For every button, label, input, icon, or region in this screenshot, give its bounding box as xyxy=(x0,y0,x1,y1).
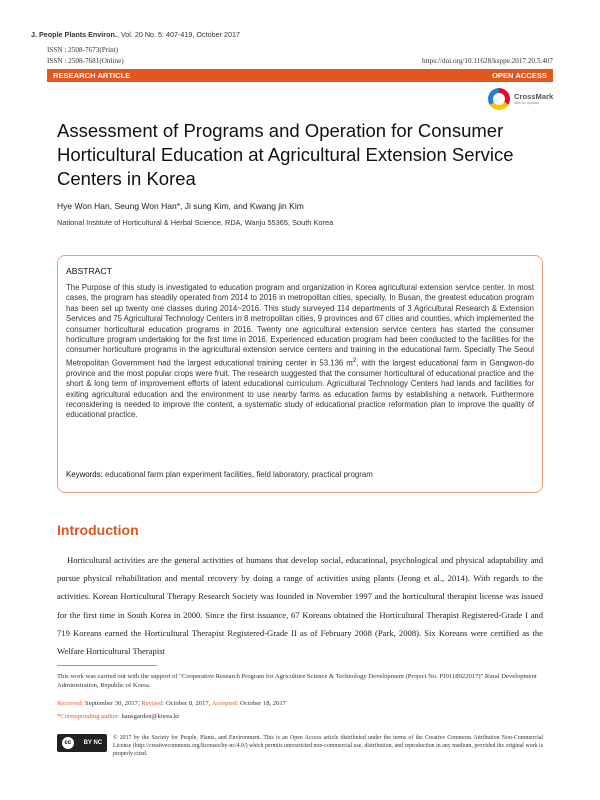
creative-commons-icon: cc BY NC xyxy=(57,734,107,752)
abstract-heading: ABSTRACT xyxy=(66,266,112,276)
issn-print: ISSN : 2508-7673(Print) xyxy=(47,46,119,54)
article-type: RESEARCH ARTICLE xyxy=(53,71,131,80)
crossmark-icon xyxy=(488,88,510,110)
keywords xyxy=(66,470,534,479)
crossmark-badge[interactable] xyxy=(488,88,553,110)
funding-note: This work was carried out with the support of "Cooperative Research Program for Agriculture Science & Technology Development (Project No. PJ0118922017)" Rural Development Administration, Republic of Korea. xyxy=(57,673,537,689)
dates-note: Received: September 30, 2017, Revised: October 8, 2017, Accepted: October 18, 2017 xyxy=(57,700,286,707)
footnote-divider xyxy=(57,665,157,666)
journal-name: J. People Plants Environ. xyxy=(31,30,117,39)
issn-online: ISSN : 2508-7681(Online) xyxy=(47,57,124,65)
section-heading-introduction: Introduction xyxy=(57,522,139,538)
keywords-label: Keywords: xyxy=(66,470,103,479)
journal-details: Vol. 20 No. 5: 407-419, October 2017 xyxy=(120,30,240,39)
article-title: Assessment of Programs and Operation for Consumer Horticultural Education at Agricultural Extension Service Centers in Korea xyxy=(57,120,514,189)
affiliation: National Institute of Horticultural & Herbal Science, RDA, Wanju 55365, South Korea xyxy=(57,218,334,227)
crossmark-sub: click for updates xyxy=(514,100,540,105)
abstract-text: The Purpose of this study is investigated to education program and organization in Korea agricultural extension service center. In most cases, the program has steadily operated from 2014 to 2016 in metropolitan cities, specially, In Busan, the greatest education program has been set up twenty one classes during 2014~2016. This study surveyed 114 departments of 3 Agricultural Research & Extension Services and 75 Agricultural Technology Centers in 8 metropolitan cities, 9 provinces and 67 cities and counties, which implemented the consumer horticultural education programs in 2016. Twenty one agricultural extension service centers has started the consumer horticulture program undertaking for the first time in 2016. Experienced education program had been conducted to the facilities for the consumer horticulture programs in the agricultural extension service centers and training in the educational farm. Specially The Seoul Metropolitan Government had the largest educational training center in 53.136 $m^2$, with the largest educational farm in Gangwon-do province and the most popular crops were fruit. The research suggested that the consumer horticultural of educational practice and the short & long term of improvement efforts of latent educational curriculum. Agricultural Technology Centers had lands and facilities for exiting agricultural education and the environment to use nearby farms as education farms by establishing a network. Furthermore reconsidering is needed to improve the content, a systematic study of educational practice reformation plan to improve the quality of educational practice. xyxy=(66,283,534,420)
license-text: © 2017 by the Society for People, Plants, and Environment. This is an Open Access article distributed under the terms of the Creative Commons Attribution Non-Commercial License (http://creativecommons.org/licenses/by-nc/4.0/) which permits unrestricted non-commercial use, distribution, and reproduction in any medium, provided the original work is properly cited. xyxy=(113,735,543,757)
article-type-bar xyxy=(47,69,553,82)
journal-citation: J. People Plants Environ., Vol. 20 No. 5: 407-419, October 2017 xyxy=(31,30,240,39)
corresponding-author: *Corresponding author: hansgarden@korea.kr xyxy=(57,713,180,720)
superscript: 2 xyxy=(352,356,357,364)
doi-link[interactable]: https://doi.org/10.11628/ksppe.2017.20.5.407 xyxy=(422,57,553,65)
open-access-label: OPEN ACCESS xyxy=(492,71,547,80)
crossmark-label: CrossMark xyxy=(514,92,554,102)
introduction-paragraph: Horticultural activities are the general activities of humans that develop social, educational, psychological and physical adaptability and pursue physical rehabilitation and mental recovery by doing a range of activities using plants (Jeong et al., 2014). With regards to the activities. Korean Horticultural Therapy Research Society was founded in November 1997 and the horticultural therapist license was issued for the first time in South Korea in 2000. Since the first issuance, 67 Koreans obtained the Horticultural Therapist Registered-Grade I and 719 Koreans earned the Horticultural Therapist Registered-Grade II as of February 2008 (Park, 2008). Six Koreans were certified as the Welfare Horticultural Therapist xyxy=(57,555,543,657)
keywords-list: educational farm plan experiment facilities, field laboratory, practical program xyxy=(105,470,373,479)
authors: Hye Won Han, Seung Won Han*, Ji sung Kim, and Kwang jin Kim xyxy=(57,201,304,211)
